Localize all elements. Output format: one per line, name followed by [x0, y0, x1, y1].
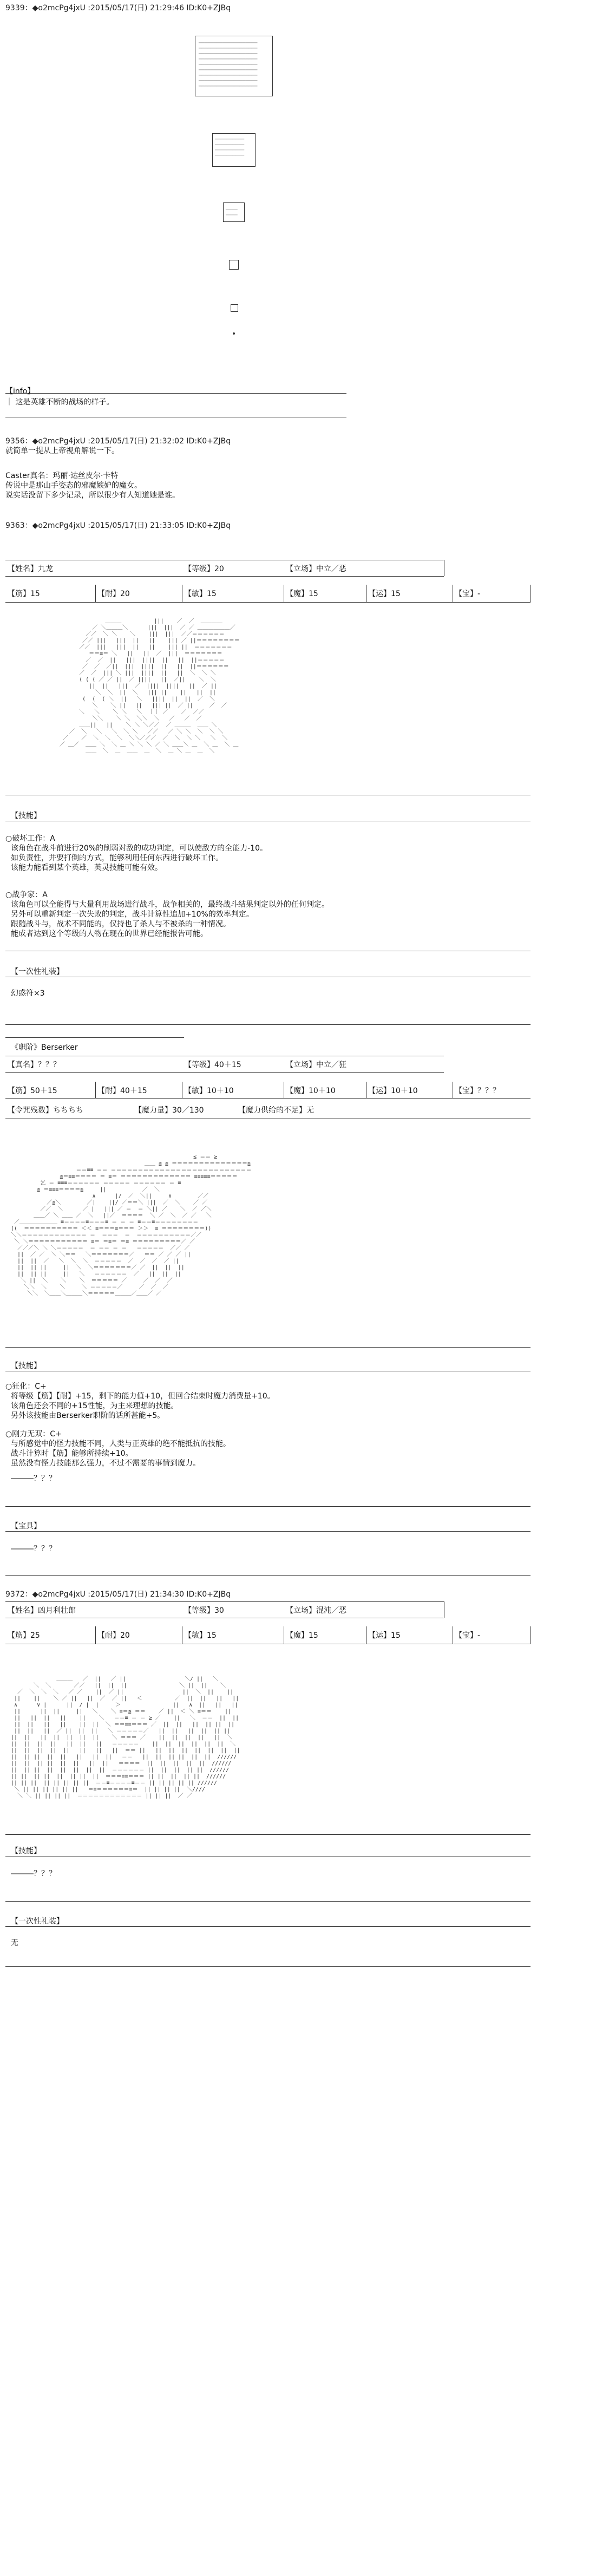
unknown-text: ―――？？？: [11, 1474, 56, 1483]
sheet-border: [5, 576, 444, 577]
treasure-title: 【宝具】: [11, 1522, 41, 1531]
text-line: 传说中是那山手姿态的邪魔嫉妒的魔女。: [5, 481, 142, 490]
once-title: 【一次性礼装】: [11, 967, 64, 976]
divider: [5, 1834, 531, 1835]
stat-stance: 【立场】中立／狂: [286, 1061, 346, 1069]
stat-np: 【宝】？？？: [455, 1087, 500, 1095]
divider: [5, 1024, 531, 1025]
once-item: 无: [11, 1939, 18, 1947]
divider: [5, 1901, 531, 1902]
post-header: 9356：◆o2mcPg4jxU :2015/05/17(日) 21:32:02 ID:K0+ZJBq: [5, 437, 231, 446]
stat-truename: 【真名】？？？: [8, 1061, 61, 1069]
sheet-border: [5, 1098, 531, 1099]
unknown-text: ―――？？？: [11, 1545, 56, 1553]
stat-luk: 【运】15: [368, 1631, 401, 1640]
stat-mag: 【魔】15: [286, 1631, 318, 1640]
sheet-border: [5, 1601, 444, 1602]
divider: [5, 1926, 531, 1927]
stat-mana: 【魔力量】30／130: [134, 1106, 204, 1115]
stat-luk: 【运】10＋10: [368, 1087, 418, 1095]
text-line: Caster真名：玛丽·达丝皮尔·卡特: [5, 472, 119, 480]
stat-mag: 【魔】10＋10: [286, 1087, 336, 1095]
skill-name: ○狂化：C+: [5, 1382, 47, 1391]
sheet-border: [95, 1082, 96, 1098]
stat-name: 【姓名】九龙: [8, 565, 53, 573]
text-line: 说实话没留下多少记录，所以很少有人知道她是谁。: [5, 491, 180, 500]
stat-str: 【筋】25: [8, 1631, 40, 1640]
skill-text: 该角色在战斗前进行20%的削弱对敌的成功判定，可以使敌方的全能力-10。 如负责性，并要打倒的方式，能够利用任何东西进行破坏工作。 该能力能看到某个英雄，英灵技能可能有效。: [11, 844, 267, 872]
stat-cost: 【令咒残数】ちちちち: [8, 1106, 83, 1115]
skills-title: 【技能】: [11, 812, 41, 820]
stat-level: 【等级】20: [184, 565, 224, 573]
stat-end: 【耐】40＋15: [97, 1087, 147, 1095]
stat-end: 【耐】20: [97, 1631, 130, 1640]
skill-name: ○刚力无双：C+: [5, 1430, 62, 1439]
stat-end: 【耐】20: [97, 590, 130, 598]
divider: [5, 1575, 531, 1576]
skill-name: ○战争家：A: [5, 891, 48, 899]
sheet-border: [5, 1072, 444, 1073]
stat-str: 【筋】50＋15: [8, 1087, 57, 1095]
divider: [5, 1966, 531, 1967]
stat-agi: 【敏】15: [184, 1631, 217, 1640]
stat-stance: 【立场】混沌／恶: [286, 1606, 346, 1615]
skill-text: 该角色可以全能得与大量利用战场进行战斗，战争相关的，最终战斗结果判定以外的任何判定。 另外可以重新判定一次失败的判定，战斗计算性追加+10%的效率判定。 跟随战斗与，战术不同能的，仅持也了杀人与不被杀的一种情况。 能成者达到这个等级的人物在现在的世界已经能报告可能。: [11, 900, 329, 938]
stat-luk: 【运】15: [368, 590, 401, 598]
skills-title: 【技能】: [11, 1362, 41, 1370]
text-line: 就简单一提从上帝视角解说一下。: [5, 447, 119, 455]
divider: [5, 1347, 531, 1348]
stat-np: 【宝】-: [455, 1631, 481, 1640]
sheet-border: [5, 1037, 184, 1038]
character-art-1: ＿＿＿ ||| ／ ／ ＿＿＿＿ ／ ＼＿＿＿＼ ||| ||| ／ ／ ＿＿＿＿＿＿／ ／／ ＼ ＼ ＼ ||| ||| ／／＝＝＝＝＝＝ ／／ ||| ||| || || ||| ／ ||＝＝＝＝＝＝＝＝ ／／ ||| ||| || || ||| || ＝＝＝＝＝＝＝ ＝＝≡＝ ＼ || || ／ ||| ＝＝＝＝＝＝＝ ／ ／ || ||| |||| || || ||＝＝＝＝＝ ／ ／ ／|| ||| |||| || || ||＝＝＝＝＝＝ ／ ／ ||| ＼ ||| |||| || || ＼ ＼ ＼ ( ( ( ／ ／ || ／ |||| || ／|| ＼ ＼ || || ||| ／ |||| |||| || ／ || ＼ ＼ || ＼ ||| || || || || ( ( ( ＼ || ＼ |||| || || ／ ＼ ＼ ＼ || || ||| || ／ || ／ ／ ＼ ＼ ＼ ＼ ＼ ｜｜ ／ ／ ／／ ＼＼ ＼ ＼ ＼＼ ＼ ／ ／ ／ ＿＿|| || ＼ ＼ ＼／／ ／ ＿＿＿ ＿＿ ＼ ／ ＼ ＼ ＼ ＼ ＼ ／／ ／ ＼ ＼ ＼ ＼ ＼ ／ ／ ＼ ＼ ＼ ＼＼／／／ ／ ＼ ＼ ＼ ＼ ＼ ／ ＿／ ＿＿ ＼ ＼ ＿ ＼ ＼ ＼ ／ ＼ ＿＿＼ ＿ ＼ ＿ ＼ ＿ ＿＿ ＼ ＿ ＿＿ ＿ ＼ ＿ ＼ ＿ ＿ ＼: [60, 618, 240, 754]
box-medium: ────────── ────────── ────────── ──────────: [212, 133, 256, 167]
unknown-text: ―――？？？: [11, 1869, 56, 1878]
character-art-2: ≦ ＝＝ ≧ ＿＿ ≦ ≦ ＝＝＝＝＝＝＝＝＝＝＝＝＝＝≧ ＝＝≡≡ ＝＝ ＝＝＝＝＝＝＝＝＝＝＝＝＝＝＝＝＝＝＝＝＝＝＝＝＝＝ ≦＝≡≡＝＝＝＝ ＝ ≡＝ ＝＝＝＝＝＝＝＝＝＝＝＝＝ ≡≡≡≡≡＝＝＝＝＝ 乞 ＝ ≡≡≡＝＝＝＝＝＝ ＝＝＝＝＝ ＝＝＝＝＝＝ ＝ ≡ ≦ ＝≡≡≡＝＝＝＝≧ || ／ ＼ ∧ |/ ／ ＼|| ∧ ／／ ／≦＼ ／| ||/ ／＝＝＼ ||| ／ ＼ ／ ／ ／／ ＼ ／ | ||| ／ ＝ ＝ ＼|| ／ ＼ ／ ／＼ ＿＿／ ＼ ＿＿ ／ ＼ ||／ ＝＝＝＝ ＼ ／ ＼ ／ ／ ＼ ／＿＿＿＿＿＿＿ ≡＝＝＝＝≡＝＝＝≡ ＝ ＝ ＝ ≡＝＝≡＝＝＝＝＝＝＝＝ (( ＝＝＝＝＝＝＝＝＝＝ ＜＜ ≡＝＝＝≡＝＝＝ ＞＞ ≡ ＝＝＝＝＝＝＝＝)) ＼＼＝＝＝＝＝＝＝＝＝＝＝＝ ＝ ＝＝＝ ＝ ＝＝＝＝＝＝＝＝＝＝／／ ＼ ＼＝＝＝＝＝＝＝＝＝＝＝ ≡＝ ＝≡＝ ＝≡ ＝＝＝＝＝＝＝＝＝／ ／ ／／／＼ ＼ ＼＝＝＝＝＝ ＝ ＝＝ ＝ ＝ ＝＝＝＝＝ ／／ ／ || ／ ／ ＼ ＼＝＝ ＼＝＝＝＝＝＝＝／ ＝＝ ／ ／ ／ || || || ／ ＼ ＼ ＼ ＝＝＝＝＝ ／ ／ ／ ／ || || || || || ＼ ＼＝＝＝＝＝＝＝／ ／ || || || || || || || ＼ ＝＝＝＝＝＝ ／ || || || ＼ || ＼ ＼ ＼ ＝＝＝＝＝ ／ ／ ／ ／ ＼＼ ＼ ＼ ＼ ＝＝＝＝＝／ ／ ／ ／ ＼＼ ＼＿＿＼＿＿＿＼＝＝＝＝＝＿＿＿／＿＿／ ／: [11, 1154, 252, 1297]
stat-name: 【姓名】凶月利壮郎: [8, 1606, 76, 1615]
stat-level: 【等级】40＋15: [184, 1061, 241, 1069]
sheet-border: [95, 585, 96, 602]
post-header: 9363：◆o2mcPg4jxU :2015/05/17(日) 21:33:05 ID:K0+ZJBq: [5, 521, 231, 530]
stat-class: 《职阶》Berserker: [11, 1043, 78, 1052]
sheet-border: [5, 602, 531, 603]
stat-str: 【筋】15: [8, 590, 40, 598]
post-header: 9339：◆o2mcPg4jxU :2015/05/17(日) 21:29:46 ID:K0+ZJBq: [5, 4, 231, 12]
info-line: ｜ 这是英雄不断的战场的样子。: [5, 398, 114, 407]
divider: [5, 393, 346, 394]
character-art-3: ＿＿＿ ／ || ／ || ＼/ || ＼ ＼ ＼ ／／ || || || ＼ || || ＼ ／ ＼ ＼ ＼ ／ ／ || ／ || || ＼ || || || || ＼ ／ || || ／ ／ || ＜ ／ || || || || ∧ ∨ | || / | | ＞ || ∧ || || || || || || || ＼ ＼ ≡＝≦ ＝＝ ／ || ＜ ＼ ≡＝＝ || || || || || || ＼ ＝＝≡ ＝ ＝ ≧ ／ || ＼ ＝＝ || || || || || || || || ＼ ＝＝≡≡＝＝＝ ／ || || || || || || || || || ／ || || || ＼ ＝＝＝＝＝／ || || || || || || || || || || || || || ＼ ＝＝＝ ／ || || || || || ＼ || || || || || || || ＝＝＝＝＝ || || || || || || ＼ || || || || || || || || ＝＝ || || || || || || || || || || || || || || || || ＝＝ || || || || || || ////// || || || || || || || || ＝＝＝＝ || || || || || ////// || || || || || || || || ＝＝＝＝＝＝ || || || || || ////// || || || || || || || || ＝＝＝≡≡＝＝＝ || || || || || ////// || || || || || || || || ＝＝≡＝＝＝＝≡＝＝ || || || || || ////// ＼ || || || || || || ＝≡＝＝＝＝＝＝≡＝ || || || || ＼//// ＼ ＼ || || || || ＝＝＝＝＝＝＝＝＝＝＝＝ || || || ／ ／: [11, 1676, 240, 1799]
skill-name: ○破坏工作：A: [5, 834, 55, 843]
skills-title: 【技能】: [11, 1847, 41, 1855]
post-header: 9372：◆o2mcPg4jxU :2015/05/17(日) 21:34:30 ID:K0+ZJBq: [5, 1590, 231, 1599]
info-tag: 【info】: [5, 387, 35, 396]
stat-stance: 【立场】中立／恶: [286, 565, 346, 573]
sheet-border: [95, 1626, 96, 1644]
once-title: 【一次性礼装】: [11, 1917, 64, 1926]
once-item: 幻惑符×3: [11, 989, 45, 998]
box-large: ──────────────────── ──────────────────── ──────────────────── ──────────────────── ──────────────────── ──────────────────── ──────────────────── ──────────────────── ────────────────────: [195, 36, 273, 96]
box-mini: [231, 304, 238, 312]
stat-level: 【等级】30: [184, 1606, 224, 1615]
dot: [233, 332, 235, 335]
stat-mag: 【魔】15: [286, 590, 318, 598]
stat-mana-lack: 【魔力供给的不足】无: [238, 1106, 314, 1115]
skill-text: 将等级【筋】【耐】+15，剩下的能力值+10，但回合结束时魔力消费量+10。 该角色还会不同的+15性能，为主来理想的技能。 另外该技能由Berserker职阶的话所甚能+5。: [11, 1392, 275, 1420]
box-tiny: [229, 260, 239, 270]
stat-np: 【宝】-: [455, 590, 481, 598]
box-small: ──── ────: [223, 202, 245, 222]
skill-text: 与所感觉中的怪力技能不同，人类与正英雄的绝不能抵抗的技能。 战斗计算时【筋】能够所持续+10。 虽然没有怪力技能那么强力，不过不需要的事情到魔力。: [11, 1440, 231, 1468]
divider: [5, 1506, 531, 1507]
stat-agi: 【敏】15: [184, 590, 217, 598]
divider: [5, 1531, 531, 1532]
stat-agi: 【敏】10＋10: [184, 1087, 234, 1095]
